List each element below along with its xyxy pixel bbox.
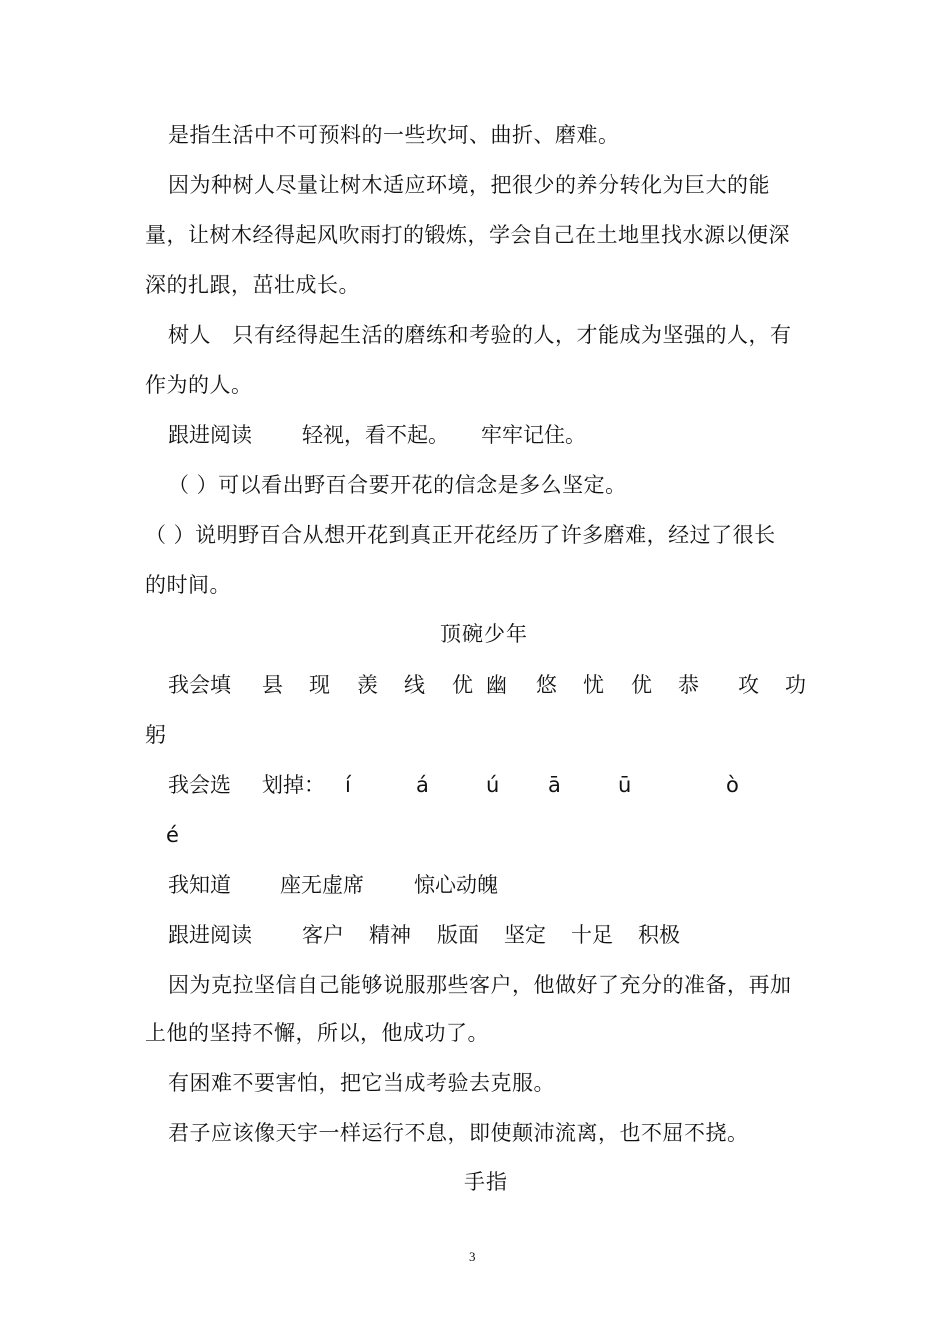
know-item: 座无虚席 [280, 873, 364, 897]
follow-item: 积极 [638, 923, 680, 947]
tone-mark: í [345, 773, 351, 797]
fill-label: 我会填 [168, 673, 231, 697]
fill-char: 恭 [678, 673, 699, 697]
fill-char: 线 [404, 673, 425, 697]
section-title: 顶碗少年 [440, 622, 528, 646]
answer-text: 牢牢记住。 [481, 423, 586, 447]
follow-label: 跟进阅读 [168, 923, 252, 947]
know-item: 惊心动魄 [414, 873, 498, 897]
tone-mark: á [416, 773, 429, 797]
strike-label: 划掉： [262, 773, 325, 797]
fill-char: 羡 [357, 673, 378, 697]
text-line: 因为克拉坚信自己能够说服那些客户，他做好了充分的准备，再加 [168, 973, 792, 997]
section-title: 手指 [464, 1170, 508, 1194]
fill-char: 攻 [738, 673, 759, 697]
follow-item: 客户 [302, 923, 344, 947]
text-line: 的时间。 [145, 573, 231, 597]
tone-mark: ū [618, 773, 632, 797]
text-line: 量，让树木经得起风吹雨打的锻炼，学会自己在土地里找水源以便深 [145, 223, 790, 247]
text-line: 有困难不要害怕，把它当成考验去克服。 [168, 1071, 555, 1095]
fill-char: 现 [309, 673, 330, 697]
fill-char: 悠 [536, 673, 557, 697]
fill-char: 县 [262, 673, 283, 697]
section-label: 跟进阅读 [168, 423, 252, 447]
fill-char: 优 [631, 673, 652, 697]
text-line: 君子应该像天宇一样运行不息，即使颠沛流离，也不屈不挠。 [168, 1121, 749, 1145]
fill-char: 优 [452, 673, 473, 697]
tone-mark: ò [726, 773, 739, 797]
fill-char: 忧 [583, 673, 604, 697]
text-line: （ ）可以看出野百合要开花的信念是多么坚定。 [168, 473, 627, 497]
follow-item: 版面 [437, 923, 479, 947]
fill-char: 躬 [145, 723, 166, 747]
text-line: 树人 只有经得起生活的磨练和考验的人，才能成为坚强的人，有 [168, 323, 792, 347]
follow-item: 坚定 [504, 923, 546, 947]
text-line: 上他的坚持不懈，所以，他成功了。 [145, 1021, 489, 1045]
tone-mark: ā [548, 773, 561, 797]
text-line: 因为种树人尽量让树木适应环境，把很少的养分转化为巨大的能 [168, 173, 770, 197]
fill-char: 功 [785, 673, 806, 697]
know-label: 我知道 [168, 873, 231, 897]
answer-text: 轻视，看不起。 [302, 423, 449, 447]
tone-mark: é [166, 823, 179, 847]
page-number: 3 [469, 1249, 476, 1264]
follow-item: 精神 [369, 923, 411, 947]
follow-item: 十足 [571, 923, 613, 947]
tone-mark: ú [486, 773, 500, 797]
text-line: 作为的人。 [145, 373, 253, 397]
fill-char: 幽 [486, 673, 507, 697]
text-line: （ ）说明野百合从想开花到真正开花经历了许多磨难，经过了很长 [145, 523, 776, 547]
choose-label: 我会选 [168, 773, 231, 797]
text-line: 深的扎跟，茁壮成长。 [145, 273, 360, 297]
text-line: 是指生活中不可预料的一些坎坷、曲折、磨难。 [168, 123, 620, 147]
